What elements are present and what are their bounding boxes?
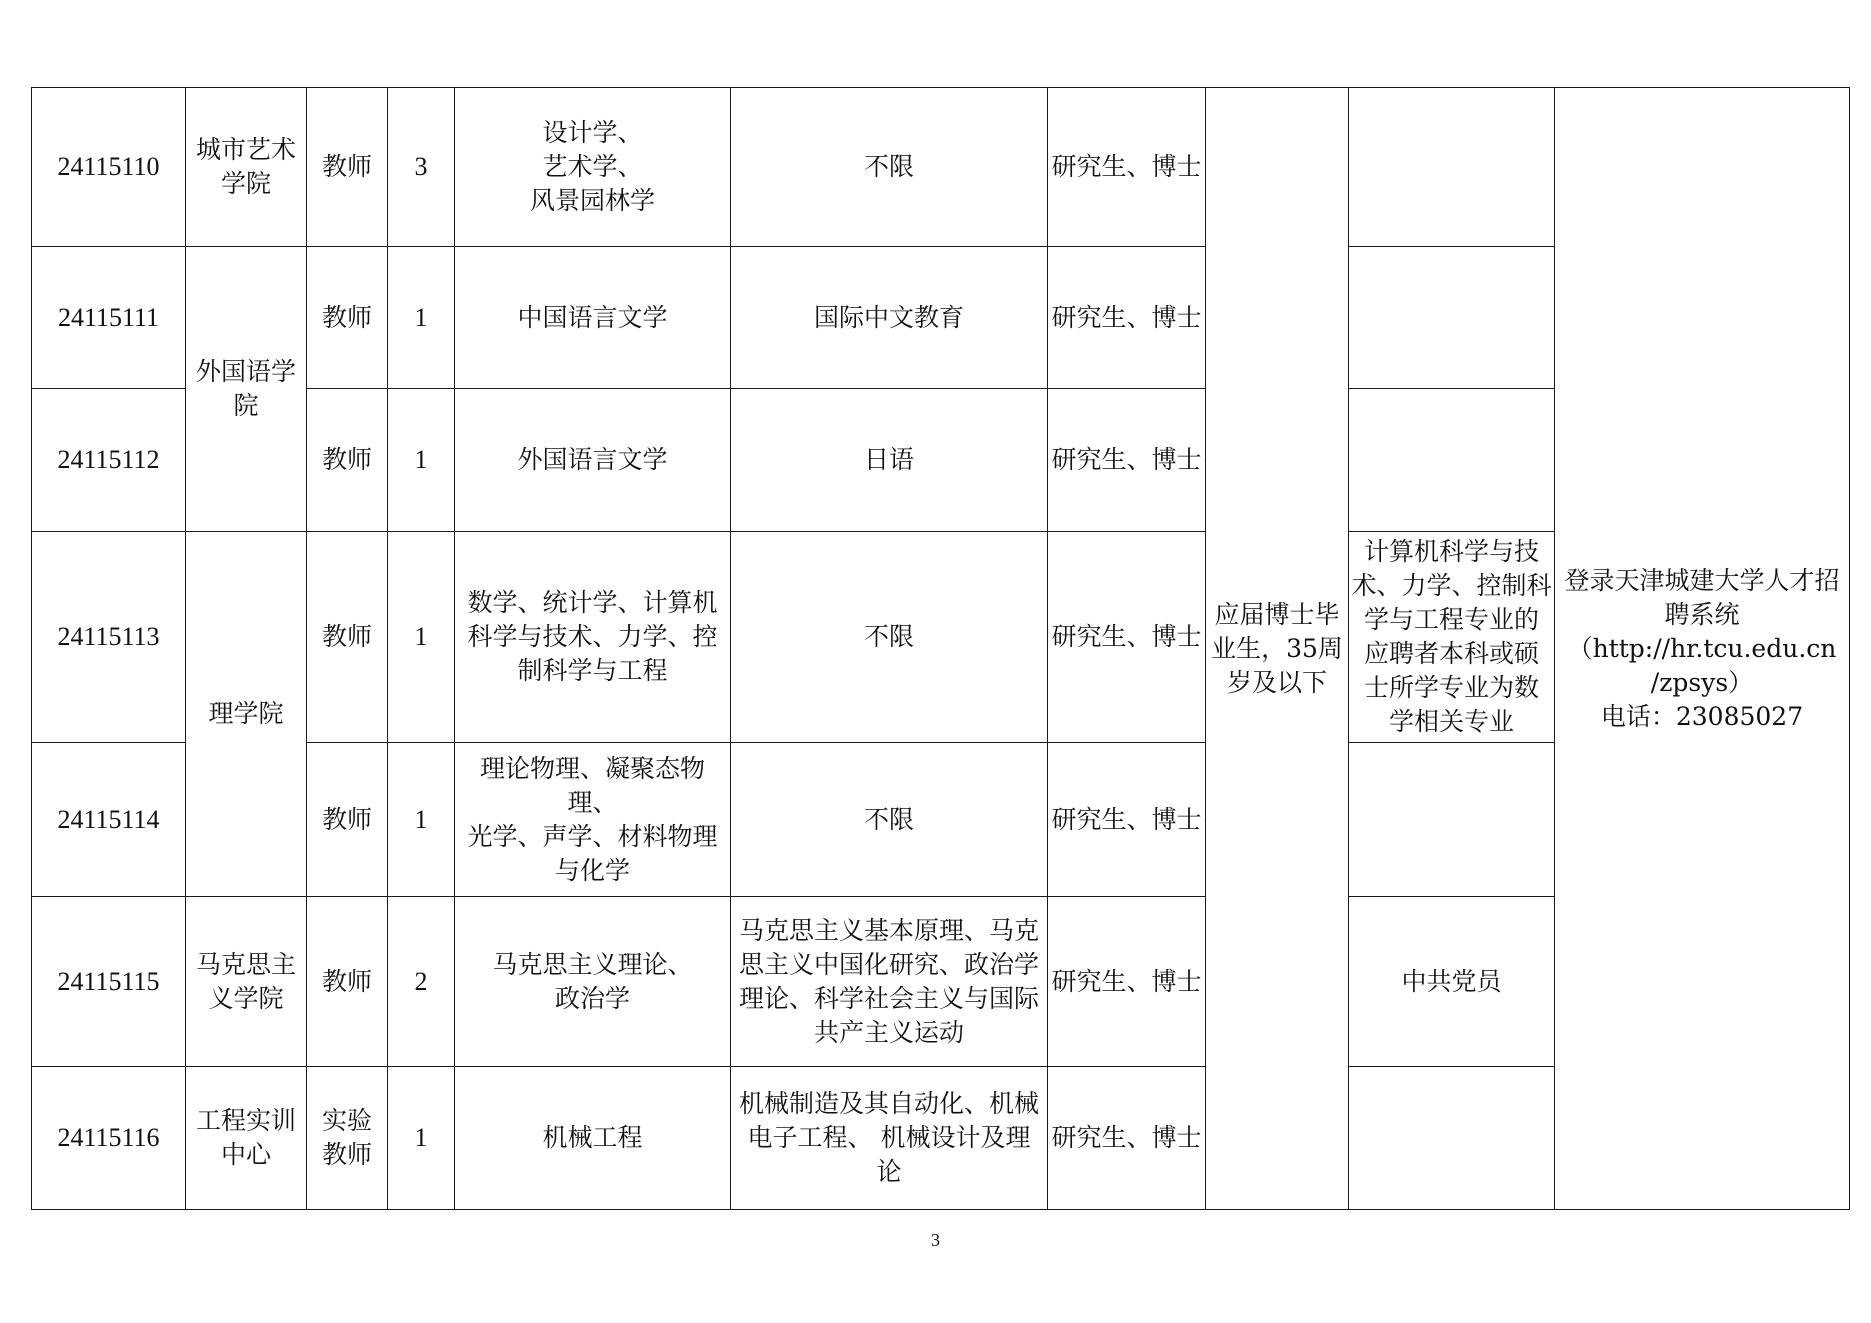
position-cell: 教师 — [307, 532, 388, 743]
degree-cell: 研究生、博士 — [1048, 743, 1206, 897]
unit-cell: 理学院 — [186, 532, 307, 897]
other-requirement-cell: 中共党员 — [1349, 897, 1555, 1067]
degree-cell: 研究生、博士 — [1048, 247, 1206, 389]
direction-cell: 不限 — [731, 532, 1048, 743]
degree-cell: 研究生、博士 — [1048, 1067, 1206, 1210]
degree-cell: 研究生、博士 — [1048, 532, 1206, 743]
major-cell: 机械工程 — [455, 1067, 731, 1210]
count-cell: 3 — [388, 88, 455, 247]
degree-cell: 研究生、博士 — [1048, 88, 1206, 247]
count-cell: 1 — [388, 532, 455, 743]
count-cell: 1 — [388, 247, 455, 389]
position-code: 24115116 — [32, 1067, 186, 1210]
direction-cell: 不限 — [731, 743, 1048, 897]
position-code: 24115113 — [32, 532, 186, 743]
unit-cell: 外国语学 院 — [186, 247, 307, 532]
age-requirement-cell: 应届博士毕 业生，35周 岁及以下 — [1206, 88, 1349, 1210]
direction-cell: 不限 — [731, 88, 1048, 247]
position-cell: 教师 — [307, 247, 388, 389]
unit-cell: 工程实训 中心 — [186, 1067, 307, 1210]
unit-cell: 城市艺术 学院 — [186, 88, 307, 247]
position-cell: 教师 — [307, 743, 388, 897]
other-requirement-cell — [1349, 88, 1555, 247]
count-cell: 1 — [388, 389, 455, 532]
unit-cell: 马克思主 义学院 — [186, 897, 307, 1067]
degree-cell: 研究生、博士 — [1048, 389, 1206, 532]
other-requirement-cell — [1349, 743, 1555, 897]
major-cell: 数学、统计学、计算机 科学与技术、力学、控 制科学与工程 — [455, 532, 731, 743]
position-cell: 教师 — [307, 389, 388, 532]
position-code: 24115114 — [32, 743, 186, 897]
other-requirement-cell — [1349, 389, 1555, 532]
position-code: 24115110 — [32, 88, 186, 247]
count-cell: 1 — [388, 743, 455, 897]
position-cell: 教师 — [307, 897, 388, 1067]
major-cell: 马克思主义理论、 政治学 — [455, 897, 731, 1067]
count-cell: 2 — [388, 897, 455, 1067]
position-cell: 教师 — [307, 88, 388, 247]
position-code: 24115112 — [32, 389, 186, 532]
position-code: 24115111 — [32, 247, 186, 389]
major-cell: 设计学、 艺术学、 风景园林学 — [455, 88, 731, 247]
page-number: 3 — [931, 1230, 940, 1250]
other-requirement-cell — [1349, 1067, 1555, 1210]
other-requirement-cell: 计算机科学与技 术、力学、控制科 学与工程专业的 应聘者本科或硕 士所学专业为数 学相关专业 — [1349, 532, 1555, 743]
major-cell: 外国语言文学 — [455, 389, 731, 532]
recruitment-table — [31, 87, 1850, 1210]
major-cell: 理论物理、凝聚态物理、 光学、声学、材料物理 与化学 — [455, 743, 731, 897]
degree-cell: 研究生、博士 — [1048, 897, 1206, 1067]
other-requirement-cell — [1349, 247, 1555, 389]
count-cell: 1 — [388, 1067, 455, 1210]
contact-cell: 登录天津城建大学人才招 聘系统 （http://hr.tcu.edu.cn /zpsys） 电话：23085027 — [1555, 88, 1850, 1210]
position-cell: 实验 教师 — [307, 1067, 388, 1210]
direction-cell: 日语 — [731, 389, 1048, 532]
direction-cell: 国际中文教育 — [731, 247, 1048, 389]
position-code: 24115115 — [32, 897, 186, 1067]
direction-cell: 机械制造及其自动化、机械 电子工程、 机械设计及理 论 — [731, 1067, 1048, 1210]
table-row — [32, 88, 1850, 247]
major-cell: 中国语言文学 — [455, 247, 731, 389]
direction-cell: 马克思主义基本原理、马克 思主义中国化研究、政治学 理论、科学社会主义与国际 共产主义运动 — [731, 897, 1048, 1067]
